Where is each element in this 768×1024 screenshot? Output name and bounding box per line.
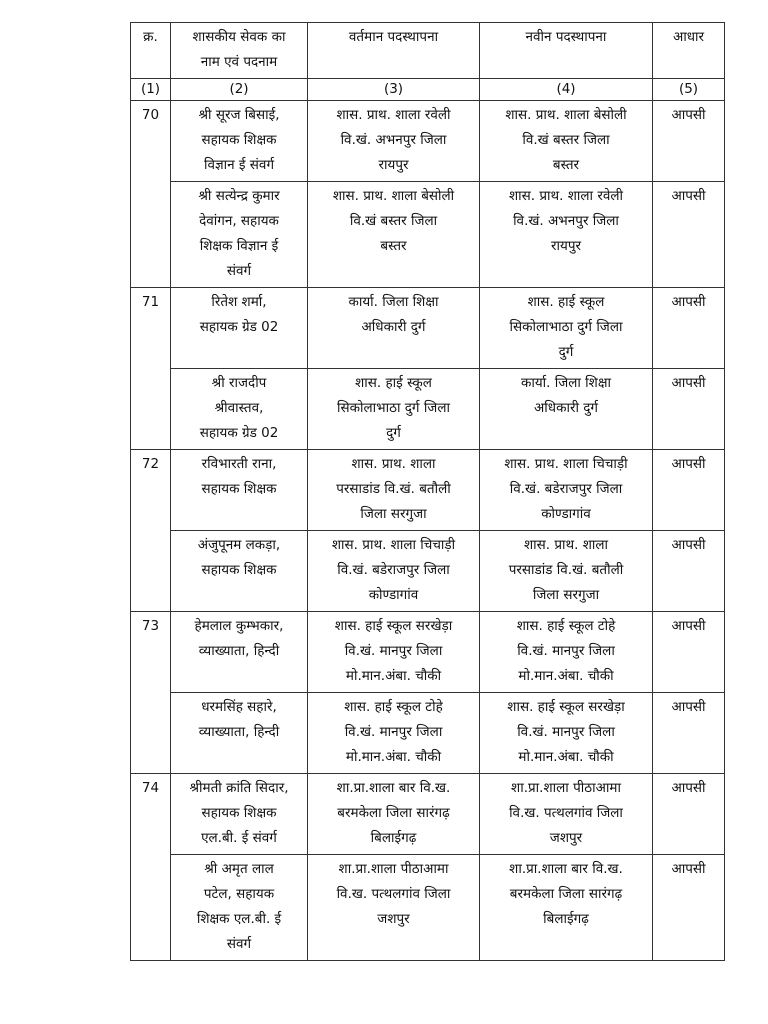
table-row [131, 182, 725, 288]
new-posting: शास. प्राथ. शाला रवेली वि.खं. अभनपुर जिला रायपुर [480, 182, 653, 288]
transfer-basis: आपसी [653, 450, 725, 531]
header-current-posting: वर्तमान पदस्थापना [308, 23, 480, 79]
new-posting: शा.प्रा.शाला पीठाआमा वि.ख. पत्थलगांव जिला जशपुर [480, 774, 653, 855]
new-posting: शास. हाई स्कूल सरखेड़ा वि.खं. मानपुर जिला मो.मान.अंबा. चौकी [480, 693, 653, 774]
column-number: (2) [171, 79, 308, 101]
serial-number: 74 [131, 774, 171, 961]
table-row [131, 450, 725, 531]
column-number: (3) [308, 79, 480, 101]
current-posting: शास. प्राथ. शाला परसाडांड वि.खं. बतौली जिला सरगुजा [308, 450, 480, 531]
table-row [131, 693, 725, 774]
employee-name: रविभारती राना, सहायक शिक्षक [171, 450, 308, 531]
column-number: (5) [653, 79, 725, 101]
current-posting: शास. हाई स्कूल सिकोलाभाठा दुर्ग जिला दुर्ग [308, 369, 480, 450]
new-posting: शास. हाई स्कूल सिकोलाभाठा दुर्ग जिला दुर्ग [480, 288, 653, 369]
new-posting: शास. प्राथ. शाला चिचाड़ी वि.खं. बडेराजपुर जिला कोण्डागांव [480, 450, 653, 531]
table-row [131, 101, 725, 182]
column-number: (4) [480, 79, 653, 101]
transfer-basis: आपसी [653, 693, 725, 774]
employee-name: श्रीमती क्रांति सिदार, सहायक शिक्षक एल.बी. ई संवर्ग [171, 774, 308, 855]
header-sno: क्र. [131, 23, 171, 79]
new-posting: शा.प्रा.शाला बार वि.ख. बरमकेला जिला सारंगढ़ बिलाईगढ़ [480, 855, 653, 961]
transfer-basis: आपसी [653, 101, 725, 182]
header-new-posting: नवीन पदस्थापना [480, 23, 653, 79]
current-posting: शास. हाई स्कूल टोहे वि.खं. मानपुर जिला मो.मान.अंबा. चौकी [308, 693, 480, 774]
new-posting: शास. प्राथ. शाला परसाडांड वि.खं. बतौली जिला सरगुजा [480, 531, 653, 612]
column-number: (1) [131, 79, 171, 101]
employee-name: श्री अमृत लाल पटेल, सहायक शिक्षक एल.बी. ई संवर्ग [171, 855, 308, 961]
current-posting: शा.प्रा.शाला पीठाआमा वि.ख. पत्थलगांव जिला जशपुर [308, 855, 480, 961]
table-row [131, 531, 725, 612]
table-row [131, 369, 725, 450]
table-row [131, 855, 725, 961]
employee-name: श्री राजदीप श्रीवास्तव, सहायक ग्रेड 02 [171, 369, 308, 450]
current-posting: शास. प्राथ. शाला रवेली वि.खं. अभनपुर जिला रायपुर [308, 101, 480, 182]
transfer-basis: आपसी [653, 612, 725, 693]
new-posting: कार्या. जिला शिक्षा अधिकारी दुर्ग [480, 369, 653, 450]
transfer-basis: आपसी [653, 855, 725, 961]
employee-name: धरमसिंह सहारे, व्याख्याता, हिन्दी [171, 693, 308, 774]
table-row [131, 774, 725, 855]
transfer-basis: आपसी [653, 182, 725, 288]
column-number-row [131, 79, 725, 101]
serial-number: 70 [131, 101, 171, 288]
employee-name: अंजुपूनम लकड़ा, सहायक शिक्षक [171, 531, 308, 612]
transfer-basis: आपसी [653, 774, 725, 855]
table-row [131, 288, 725, 369]
serial-number: 72 [131, 450, 171, 612]
current-posting: शास. प्राथ. शाला बेसोली वि.खं बस्तर जिला बस्तर [308, 182, 480, 288]
employee-name: हेमलाल कुम्भकार, व्याख्याता, हिन्दी [171, 612, 308, 693]
current-posting: शास. प्राथ. शाला चिचाड़ी वि.खं. बडेराजपुर जिला कोण्डागांव [308, 531, 480, 612]
header-row [131, 23, 725, 79]
current-posting: शास. हाई स्कूल सरखेड़ा वि.खं. मानपुर जिला मो.मान.अंबा. चौकी [308, 612, 480, 693]
serial-number: 73 [131, 612, 171, 774]
new-posting: शास. हाई स्कूल टोहे वि.खं. मानपुर जिला मो.मान.अंबा. चौकी [480, 612, 653, 693]
table-row [131, 612, 725, 693]
current-posting: कार्या. जिला शिक्षा अधिकारी दुर्ग [308, 288, 480, 369]
employee-name: श्री सूरज बिसाई, सहायक शिक्षक विज्ञान ई संवर्ग [171, 101, 308, 182]
transfer-table [130, 22, 725, 961]
serial-number: 71 [131, 288, 171, 450]
employee-name: श्री सत्येन्द्र कुमार देवांगन, सहायक शिक्षक विज्ञान ई संवर्ग [171, 182, 308, 288]
employee-name: रितेश शर्मा, सहायक ग्रेड 02 [171, 288, 308, 369]
header-name: शासकीय सेवक का नाम एवं पदनाम [171, 23, 308, 79]
transfer-basis: आपसी [653, 531, 725, 612]
transfer-basis: आपसी [653, 369, 725, 450]
new-posting: शास. प्राथ. शाला बेसोली वि.खं बस्तर जिला बस्तर [480, 101, 653, 182]
current-posting: शा.प्रा.शाला बार वि.ख. बरमकेला जिला सारंगढ़ बिलाईगढ़ [308, 774, 480, 855]
transfer-basis: आपसी [653, 288, 725, 369]
header-basis: आधार [653, 23, 725, 79]
